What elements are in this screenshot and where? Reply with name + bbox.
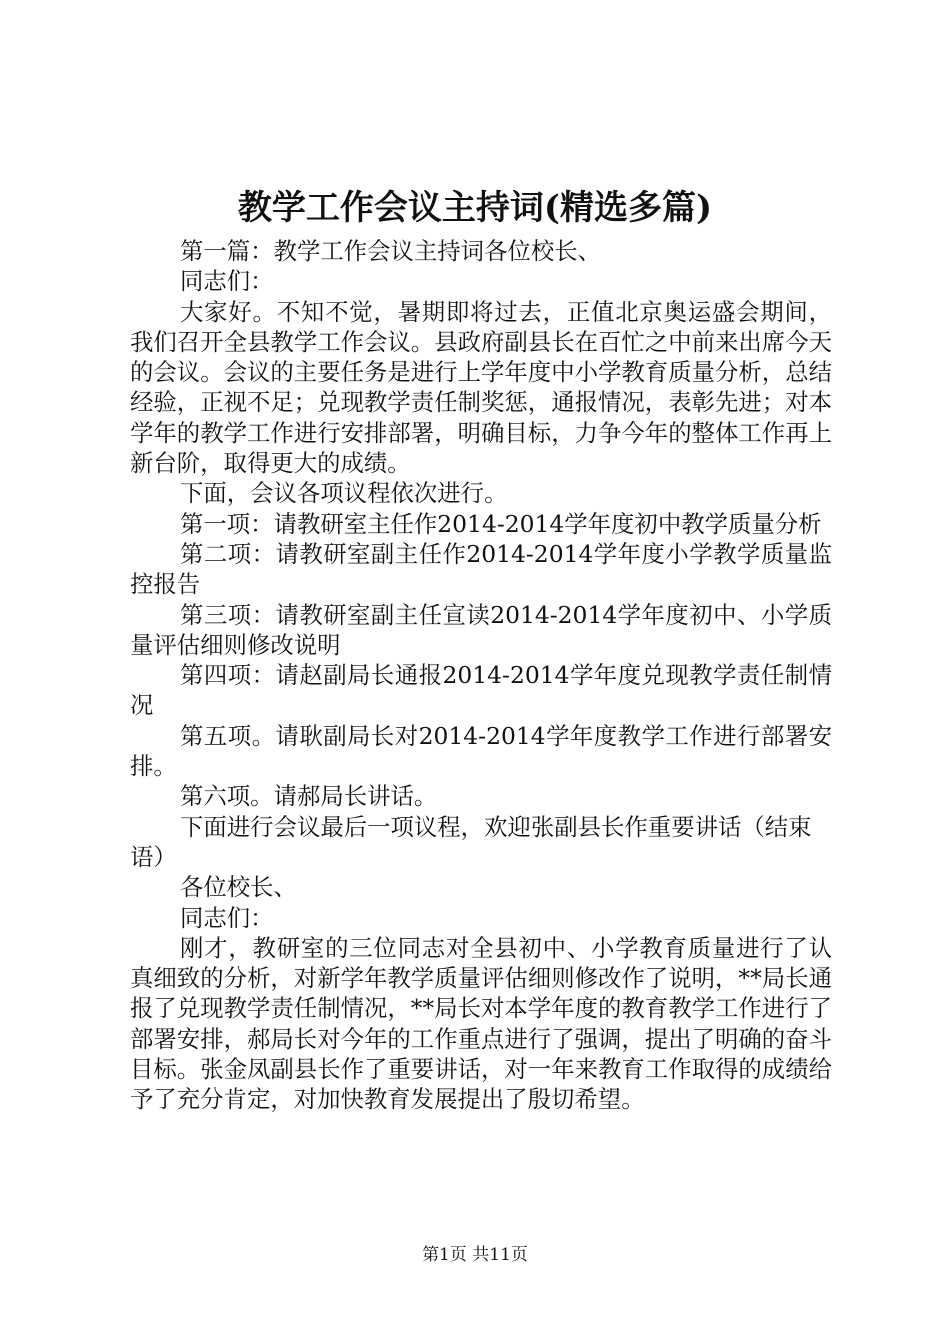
paragraph: 下面，会议各项议程依次进行。	[180, 479, 508, 508]
paragraph: 第一篇：教学工作会议主持词各位校长、	[180, 237, 602, 265]
agenda-item: 第一项：请教研室主任作2014-2014学年度初中教学质量分析	[180, 509, 822, 538]
paragraph: 大家好。不知不觉，暑期即将过去，正值北京奥运盛会期间，我们召开全县教学工作会议。县政府副县长在百忙之中前来出席今天的会议。会议的主要任务是进行上学年度中小学教育质量分析，总结经验，正视不足；兑现教学责任制奖惩，通报情况，表彰先进；对本学年的教学工作进行安排部署，明确目标，力争今年的整体工作再上新台阶，取得更大的成绩。	[130, 297, 832, 478]
paragraph: 同志们：	[180, 903, 274, 932]
document-body	[130, 236, 832, 1115]
paragraph: 下面进行会议最后一项议程，欢迎张副县长作重要讲话（结束语）	[130, 812, 812, 871]
page-footer: 第1页 共11页	[422, 1245, 528, 1265]
agenda-item: 第三项：请教研室副主任宣读2014-2014学年度初中、小学质量评估细则修改说明	[130, 600, 832, 659]
document-title: 教学工作会议主持词(精选多篇)	[237, 188, 713, 228]
paragraph: 各位校长、	[180, 873, 297, 902]
agenda-item: 第四项：请赵副局长通报2014-2014学年度兑现教学责任制情况	[130, 661, 832, 720]
paragraph: 刚才，教研室的三位同志对全县初中、小学教育质量进行了认真细致的分析，对新学年教学质量评估细则修改作了说明，**局长通报了兑现教学责任制情况，**局长对本学年度的教育教学工作进行了部署安排，郝局长对今年的工作重点进行了强调，提出了明确的奋斗目标。张金凤副县长作了重要讲话，对一年来教育工作取得的成绩给予了充分肯定，对加快教育发展提出了殷切希望。	[130, 933, 832, 1114]
agenda-item: 第二项：请教研室副主任作2014-2014学年度小学教学质量监控报告	[130, 539, 832, 599]
agenda-item: 第六项。请郝局长讲话。	[180, 782, 438, 811]
agenda-item: 第五项。请耿副局长对2014-2014学年度教学工作进行部署安排。	[130, 721, 832, 781]
paragraph: 同志们：	[180, 267, 274, 296]
